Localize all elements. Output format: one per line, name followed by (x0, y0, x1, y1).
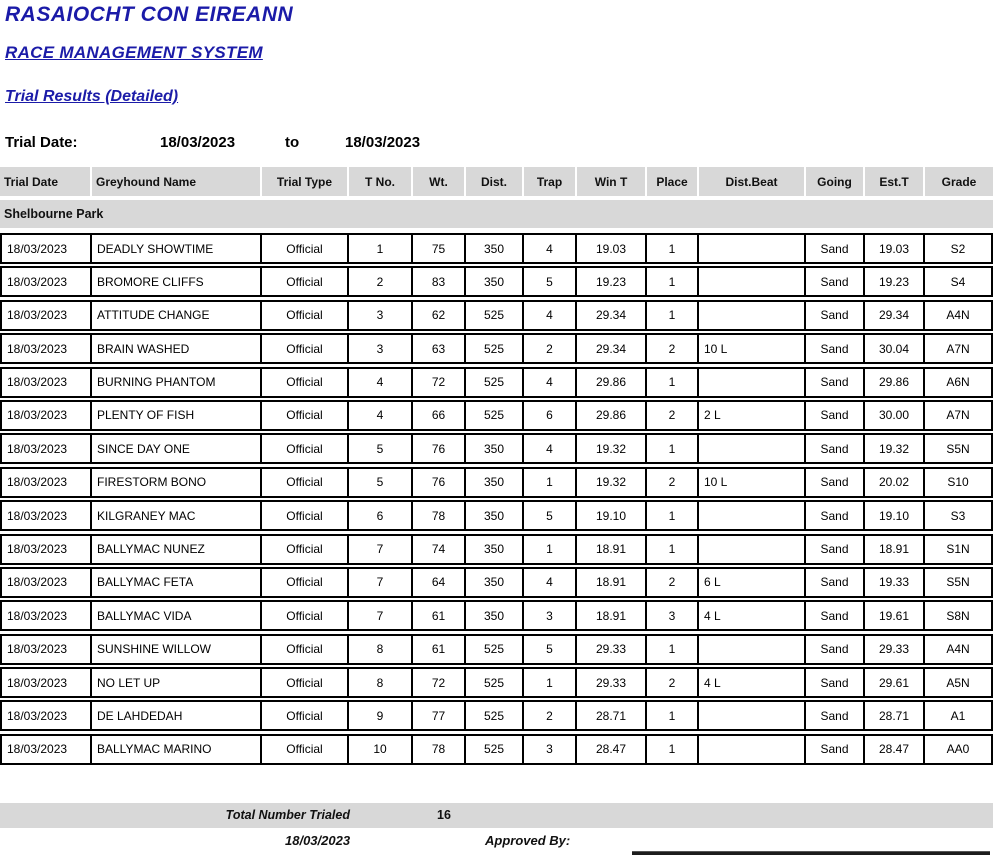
cell: BALLYMAC NUNEZ (92, 536, 262, 563)
cell: 7 (349, 602, 413, 629)
cell: Sand (806, 235, 865, 262)
cell: 4 (524, 369, 577, 396)
cell: 20.02 (865, 469, 925, 496)
cell: S8N (946, 608, 970, 623)
cell: 3 (647, 602, 699, 629)
report-date: 18/03/2023 (285, 833, 351, 848)
cell: 1 (647, 235, 699, 262)
trial-date-from: 18/03/2023 (160, 134, 236, 151)
cell: 1 (647, 736, 699, 763)
cell: 30.00 (865, 402, 925, 429)
cell: FIRESTORM BONO (92, 469, 262, 496)
cell: 29.33 (577, 669, 647, 696)
cell: Official (262, 335, 349, 362)
cell: 8 (349, 669, 413, 696)
results-table (0, 167, 993, 767)
cell: 18.91 (577, 569, 647, 596)
approved-by-signature-line (632, 851, 990, 855)
cell: Sand (806, 636, 865, 663)
table-row (0, 534, 993, 565)
cell: Official (262, 302, 349, 329)
cell: S10 (947, 475, 969, 490)
column-header: Wt. (413, 167, 466, 196)
cell (699, 369, 806, 396)
cell: 5 (349, 435, 413, 462)
cell: 18/03/2023 (2, 536, 92, 563)
cell: 76 (413, 469, 466, 496)
cell: 350 (466, 469, 524, 496)
cell: 28.71 (865, 702, 925, 729)
cell: 78 (413, 502, 466, 529)
cell: A4N (946, 642, 970, 657)
cell: 525 (466, 736, 524, 763)
cell: 4 (349, 369, 413, 396)
cell: 5 (524, 268, 577, 295)
cell: 66 (413, 402, 466, 429)
table-row (0, 734, 993, 765)
table-header-row (0, 167, 993, 196)
column-header: Greyhound Name (92, 167, 262, 196)
cell: 18/03/2023 (2, 469, 92, 496)
cell: 72 (413, 369, 466, 396)
cell: Official (262, 502, 349, 529)
cell: Official (262, 536, 349, 563)
total-trialed-value: 16 (437, 808, 451, 822)
cell: 1 (349, 235, 413, 262)
cell: 61 (413, 636, 466, 663)
cell: 9 (349, 702, 413, 729)
cell: 10 L (699, 469, 806, 496)
cell: 18/03/2023 (2, 335, 92, 362)
cell: 61 (413, 602, 466, 629)
cell: 350 (466, 435, 524, 462)
cell: Sand (806, 435, 865, 462)
cell: 19.32 (577, 435, 647, 462)
cell: 5 (524, 502, 577, 529)
cell: 1 (647, 268, 699, 295)
column-header: Going (806, 167, 865, 196)
cell: 2 (647, 335, 699, 362)
cell (699, 736, 806, 763)
cell: 1 (647, 636, 699, 663)
table-row (0, 367, 993, 398)
cell: A4N (946, 308, 970, 323)
cell: BALLYMAC MARINO (92, 736, 262, 763)
cell: 2 (524, 702, 577, 729)
cell: 18/03/2023 (2, 569, 92, 596)
table-body (0, 233, 993, 765)
cell: Official (262, 268, 349, 295)
cell: 525 (466, 702, 524, 729)
cell: 350 (466, 569, 524, 596)
cell: 18.91 (865, 536, 925, 563)
cell: 2 L (699, 402, 806, 429)
cell: S2 (950, 241, 966, 256)
track-group-bar (0, 200, 993, 228)
cell: Official (262, 702, 349, 729)
cell: 30.04 (865, 335, 925, 362)
cell: Sand (806, 369, 865, 396)
cell: 19.23 (865, 268, 925, 295)
cell: 10 L (699, 335, 806, 362)
cell: 18/03/2023 (2, 669, 92, 696)
cell: SUNSHINE WILLOW (92, 636, 262, 663)
cell (699, 235, 806, 262)
cell: Sand (806, 502, 865, 529)
table-row (0, 667, 993, 698)
cell: Sand (806, 702, 865, 729)
cell: 2 (647, 569, 699, 596)
cell: 18/03/2023 (2, 268, 92, 295)
column-header: Dist.Beat (699, 167, 806, 196)
trial-date-to: 18/03/2023 (345, 134, 421, 151)
cell: A1 (950, 708, 966, 723)
cell: Official (262, 602, 349, 629)
cell: Official (262, 402, 349, 429)
cell: 1 (524, 536, 577, 563)
cell: Sand (806, 736, 865, 763)
cell: 77 (413, 702, 466, 729)
cell (699, 268, 806, 295)
cell: 525 (466, 669, 524, 696)
cell: Sand (806, 335, 865, 362)
cell: 1 (524, 469, 577, 496)
table-row (0, 300, 993, 331)
cell: A7N (946, 341, 970, 356)
approved-by-label: Approved By: (485, 833, 571, 848)
table-row (0, 266, 993, 297)
cell: 6 L (699, 569, 806, 596)
cell: 525 (466, 636, 524, 663)
system-title: RACE MANAGEMENT SYSTEM (5, 43, 263, 62)
cell: S3 (950, 508, 966, 523)
cell: BROMORE CLIFFS (92, 268, 262, 295)
cell: 19.10 (865, 502, 925, 529)
cell: Official (262, 669, 349, 696)
cell: 3 (524, 602, 577, 629)
cell: 4 (524, 302, 577, 329)
cell: 29.33 (577, 636, 647, 663)
column-header: Est.T (865, 167, 925, 196)
cell: 74 (413, 536, 466, 563)
cell: 18/03/2023 (2, 736, 92, 763)
cell: 350 (466, 602, 524, 629)
cell: 19.61 (865, 602, 925, 629)
cell: 1 (647, 702, 699, 729)
cell: 29.61 (865, 669, 925, 696)
cell: Official (262, 469, 349, 496)
cell: Sand (806, 536, 865, 563)
cell: 350 (466, 235, 524, 262)
cell: 18/03/2023 (2, 435, 92, 462)
cell: 525 (466, 335, 524, 362)
cell: Sand (806, 602, 865, 629)
cell: 19.32 (865, 435, 925, 462)
cell: 18/03/2023 (2, 702, 92, 729)
cell: 1 (647, 435, 699, 462)
cell: AA0 (946, 742, 970, 757)
cell: 4 (349, 402, 413, 429)
report-title: Trial Results (Detailed) (5, 88, 179, 105)
trial-date-to-label: to (285, 134, 300, 151)
cell: Sand (806, 402, 865, 429)
cell (699, 435, 806, 462)
table-row (0, 700, 993, 731)
cell: 18/03/2023 (2, 502, 92, 529)
cell: S4 (950, 274, 966, 289)
cell: 19.23 (577, 268, 647, 295)
table-row (0, 634, 993, 665)
cell: 2 (349, 268, 413, 295)
cell: A5N (946, 675, 970, 690)
cell: 18/03/2023 (2, 369, 92, 396)
cell: Sand (806, 569, 865, 596)
cell: 1 (647, 369, 699, 396)
cell: 28.47 (865, 736, 925, 763)
cell: 10 (349, 736, 413, 763)
column-header: Trial Date (0, 167, 92, 196)
table-row (0, 333, 993, 364)
table-row (0, 567, 993, 598)
cell: 4 L (699, 602, 806, 629)
column-header: Place (647, 167, 699, 196)
cell: 350 (466, 536, 524, 563)
cell: KILGRANEY MAC (92, 502, 262, 529)
cell: 2 (524, 335, 577, 362)
cell: 19.03 (865, 235, 925, 262)
cell: PLENTY OF FISH (92, 402, 262, 429)
cell: A6N (946, 375, 970, 390)
cell: 28.47 (577, 736, 647, 763)
cell: S5N (946, 575, 970, 590)
cell (699, 502, 806, 529)
cell: 19.33 (865, 569, 925, 596)
cell: 3 (524, 736, 577, 763)
column-header: Dist. (466, 167, 524, 196)
trial-date-line (0, 134, 1000, 154)
cell: 19.10 (577, 502, 647, 529)
cell: 29.86 (865, 369, 925, 396)
cell: BALLYMAC FETA (92, 569, 262, 596)
cell: 18/03/2023 (2, 402, 92, 429)
cell: 1 (524, 669, 577, 696)
cell: 29.34 (577, 302, 647, 329)
cell: Official (262, 736, 349, 763)
cell: SINCE DAY ONE (92, 435, 262, 462)
cell: Sand (806, 669, 865, 696)
cell: 7 (349, 536, 413, 563)
cell: 18/03/2023 (2, 302, 92, 329)
cell: 4 (524, 435, 577, 462)
track-group-label: Shelbourne Park (4, 207, 104, 221)
cell: 62 (413, 302, 466, 329)
cell: 18.91 (577, 536, 647, 563)
cell: A7N (946, 408, 970, 423)
column-header: Trial Type (262, 167, 349, 196)
cell: Sand (806, 469, 865, 496)
cell (699, 702, 806, 729)
cell: 8 (349, 636, 413, 663)
trial-date-label: Trial Date: (5, 134, 78, 151)
cell (699, 302, 806, 329)
cell: 83 (413, 268, 466, 295)
cell: 4 (524, 569, 577, 596)
cell: 525 (466, 302, 524, 329)
cell: Sand (806, 302, 865, 329)
org-title: RASAIOCHT CON EIREANN (5, 3, 294, 26)
cell: 350 (466, 268, 524, 295)
column-header: Grade (925, 167, 993, 196)
cell: 7 (349, 569, 413, 596)
cell: 1 (647, 302, 699, 329)
cell: ATTITUDE CHANGE (92, 302, 262, 329)
cell: 1 (647, 536, 699, 563)
column-header: T No. (349, 167, 413, 196)
cell: 29.34 (577, 335, 647, 362)
cell: Official (262, 435, 349, 462)
cell: 63 (413, 335, 466, 362)
cell: 29.34 (865, 302, 925, 329)
cell: 2 (647, 669, 699, 696)
cell: S5N (946, 441, 970, 456)
cell: Official (262, 369, 349, 396)
total-trialed-label: Total Number Trialed (225, 808, 350, 822)
table-row (0, 233, 993, 264)
cell: 525 (466, 402, 524, 429)
table-row (0, 400, 993, 431)
cell: 29.86 (577, 369, 647, 396)
cell: NO LET UP (92, 669, 262, 696)
cell: 6 (524, 402, 577, 429)
cell: 75 (413, 235, 466, 262)
cell: 4 (524, 235, 577, 262)
cell: 19.03 (577, 235, 647, 262)
cell: Sand (806, 268, 865, 295)
cell: 19.32 (577, 469, 647, 496)
cell: 29.86 (577, 402, 647, 429)
table-row (0, 433, 993, 464)
cell: 78 (413, 736, 466, 763)
cell: 4 L (699, 669, 806, 696)
cell: S1N (946, 542, 970, 557)
cell: Official (262, 235, 349, 262)
cell: 1 (647, 502, 699, 529)
cell: 18.91 (577, 602, 647, 629)
cell: 5 (349, 469, 413, 496)
cell: 5 (524, 636, 577, 663)
cell: 72 (413, 669, 466, 696)
cell: 18/03/2023 (2, 636, 92, 663)
cell (699, 636, 806, 663)
cell: BRAIN WASHED (92, 335, 262, 362)
cell: 64 (413, 569, 466, 596)
cell: Official (262, 569, 349, 596)
cell (699, 536, 806, 563)
cell: 3 (349, 302, 413, 329)
cell: 29.33 (865, 636, 925, 663)
cell: 18/03/2023 (2, 235, 92, 262)
table-row (0, 600, 993, 631)
table-row (0, 500, 993, 531)
column-header: Trap (524, 167, 577, 196)
cell: Official (262, 636, 349, 663)
cell: 76 (413, 435, 466, 462)
cell: 18/03/2023 (2, 602, 92, 629)
total-trialed-bar (0, 803, 993, 828)
table-row (0, 467, 993, 498)
cell: 28.71 (577, 702, 647, 729)
cell: 525 (466, 369, 524, 396)
cell: DE LAHDEDAH (92, 702, 262, 729)
cell: 3 (349, 335, 413, 362)
cell: 2 (647, 469, 699, 496)
column-header: Win T (577, 167, 647, 196)
cell: 350 (466, 502, 524, 529)
cell: BURNING PHANTOM (92, 369, 262, 396)
cell: DEADLY SHOWTIME (92, 235, 262, 262)
cell: 6 (349, 502, 413, 529)
cell: 2 (647, 402, 699, 429)
cell: BALLYMAC VIDA (92, 602, 262, 629)
